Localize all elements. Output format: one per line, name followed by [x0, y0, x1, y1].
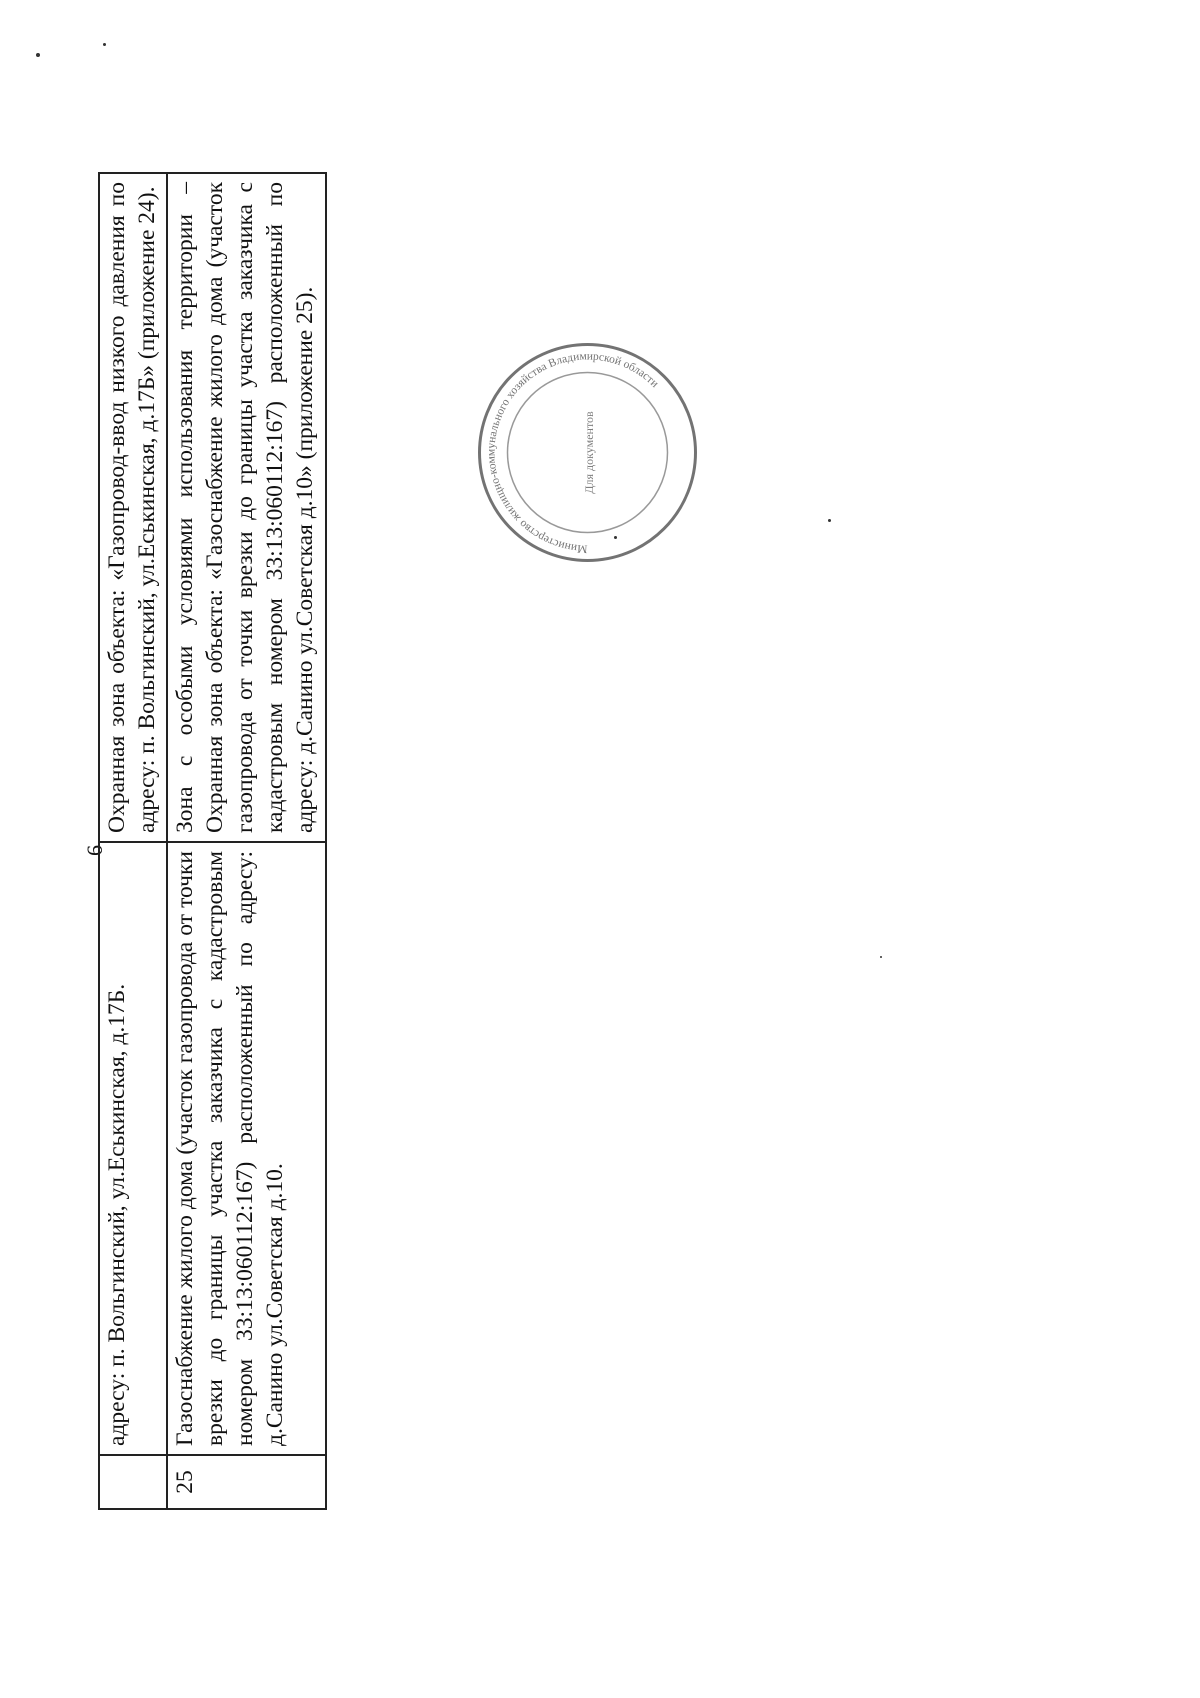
- speck: [103, 43, 106, 46]
- zone-description-cell: Зона с особыми условиями использования территории – Охранная зона объекта: «Газоснабжение жилого дома (участок газопровода от точки врезки до границы участка заказчика с кадастровым номером 33:13:060112:167) расположенный по адресу: д.Санино ул.Советская д.10» (приложение 25).: [167, 173, 325, 842]
- stamp-ring-text: Министерство жилищно-коммунального хозяйства Владимирской области: [485, 350, 661, 555]
- stamp-center-text: Для документов: [582, 411, 596, 494]
- row-number-cell: 25: [167, 1455, 325, 1509]
- objects-table: [98, 172, 327, 1510]
- speck: [614, 536, 617, 539]
- svg-text:Министерство жилищно-коммуналь: [485, 350, 660, 554]
- speck: [36, 53, 40, 57]
- speck: [828, 519, 831, 522]
- object-description-cell: адресу: п. Вольгинский, ул.Еськинская, д.17Б.: [99, 842, 167, 1455]
- table-row: [167, 173, 325, 1509]
- official-stamp-icon: [475, 340, 700, 565]
- zone-description-cell: Охранная зона объекта: «Газопровод-ввод низкого давления по адресу: п. Вольгинский, ул.Еськинская, д.17Б» (приложение 24).: [99, 173, 167, 842]
- speck: [880, 956, 882, 958]
- page-number: 6: [82, 845, 107, 856]
- object-description-cell: Газоснабжение жилого дома (участок газопровода от точки врезки до границы участка заказчика с кадастровым номером 33:13:060112:167) расположенный по адресу: д.Санино ул.Советская д.10.: [167, 842, 325, 1455]
- table-row: [99, 173, 167, 1509]
- row-number-cell: [99, 1455, 167, 1509]
